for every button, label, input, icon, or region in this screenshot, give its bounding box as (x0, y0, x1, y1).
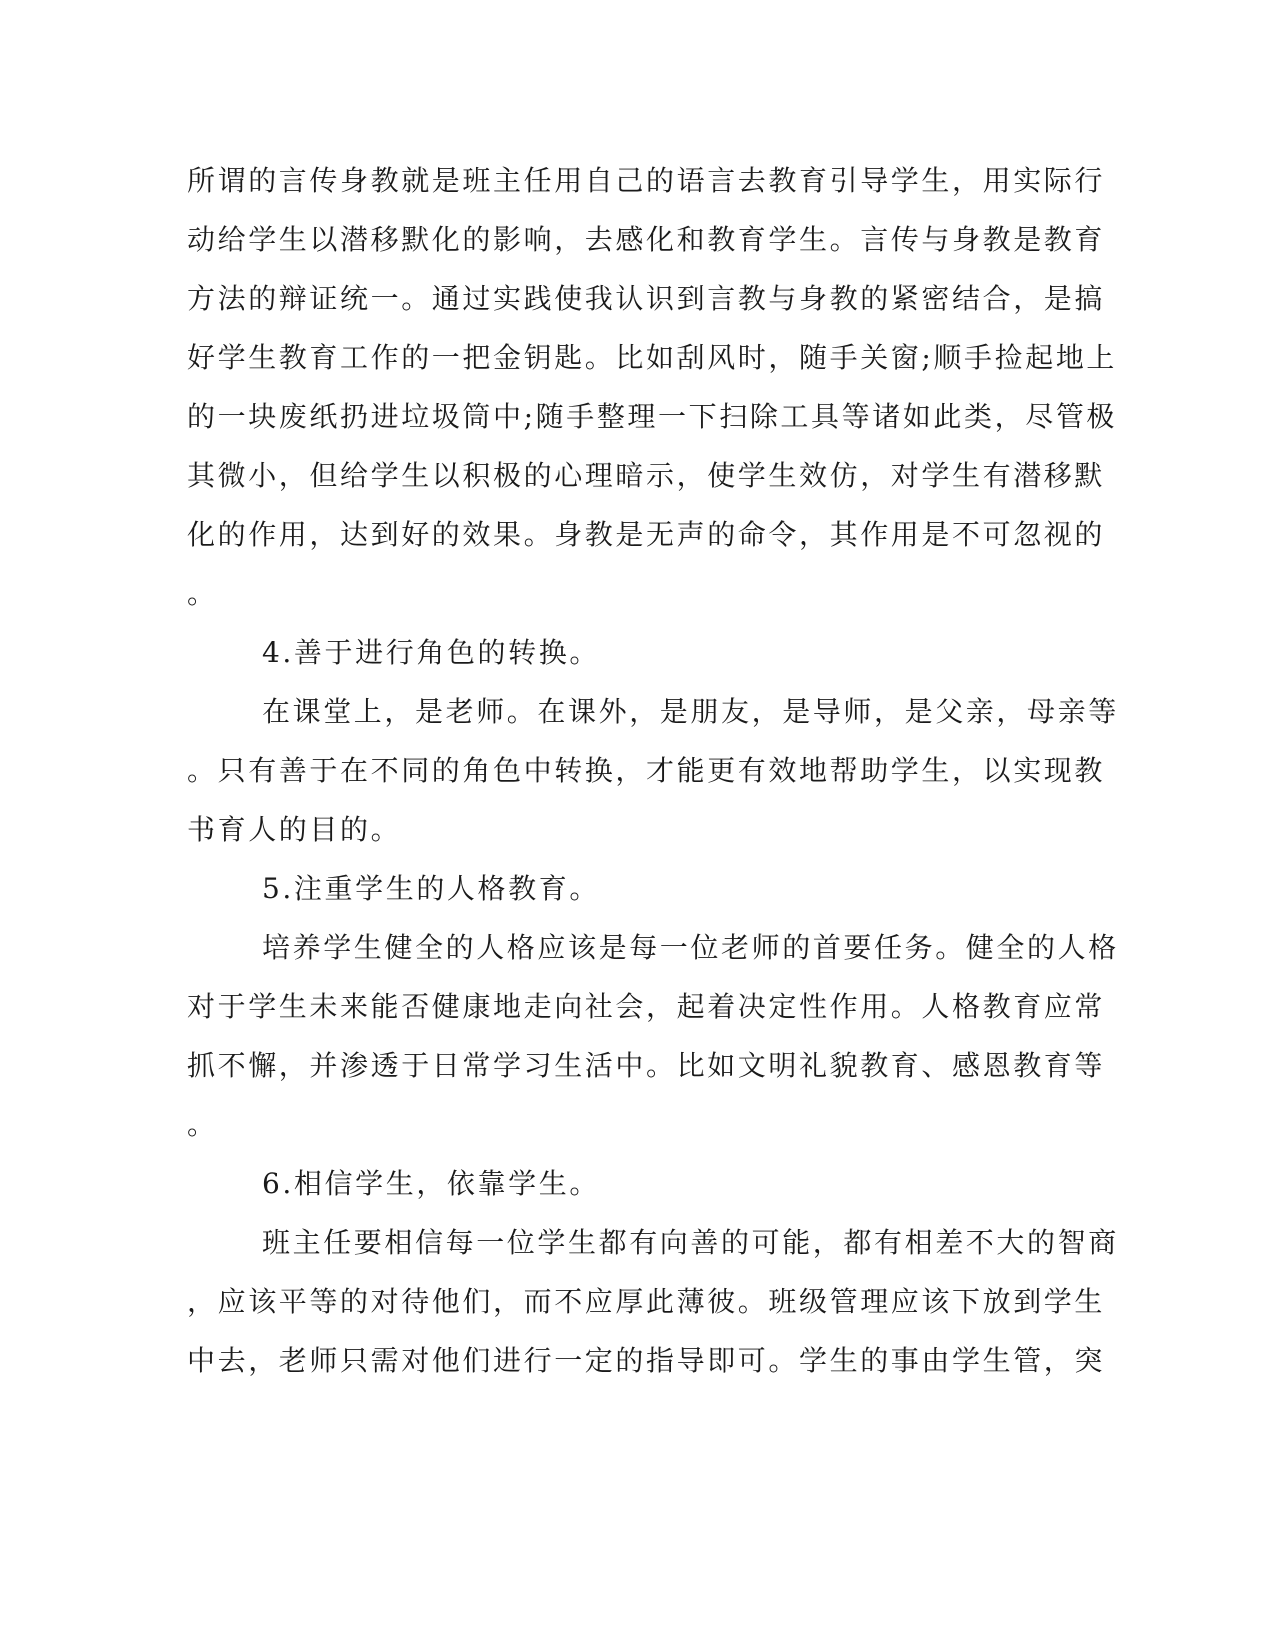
text-line: 在课堂上，是老师。在课外，是朋友，是导师，是父亲，母亲等 (262, 695, 1119, 728)
text-line: 的一块废纸扔进垃圾筒中;随手整理一下扫除工具等诸如此类，尽管极 (187, 400, 1118, 433)
section-heading: 6.相信学生，依靠学生。 (262, 1167, 600, 1200)
text-line: 中去，老师只需对他们进行一定的指导即可。学生的事由学生管，突 (187, 1344, 1106, 1377)
text-line: 班主任要相信每一位学生都有向善的可能，都有相差不大的智商 (262, 1226, 1119, 1259)
section-heading: 5.注重学生的人格教育。 (262, 872, 600, 905)
text-line: 化的作用，达到好的效果。身教是无声的命令，其作用是不可忽视的 (187, 518, 1106, 551)
text-line: 动给学生以潜移默化的影响，去感化和教育学生。言传与身教是教育 (187, 223, 1106, 256)
text-line: 其微小，但给学生以积极的心理暗示，使学生效仿，对学生有潜移默 (187, 459, 1106, 492)
text-line: 所谓的言传身教就是班主任用自己的语言去教育引导学生，用实际行 (187, 164, 1106, 197)
section-heading: 4.善于进行角色的转换。 (262, 636, 600, 669)
text-line: 。只有善于在不同的角色中转换，才能更有效地帮助学生，以实现教 (187, 754, 1106, 787)
text-line: ，应该平等的对待他们，而不应厚此薄彼。班级管理应该下放到学生 (187, 1285, 1106, 1318)
text-line: 好学生教育工作的一把金钥匙。比如刮风时，随手关窗;顺手捡起地上 (187, 341, 1118, 374)
text-line: 书育人的目的。 (187, 813, 402, 846)
text-line: 方法的辩证统一。通过实践使我认识到言教与身教的紧密结合，是搞 (187, 282, 1106, 315)
text-line: 培养学生健全的人格应该是每一位老师的首要任务。健全的人格 (262, 931, 1119, 964)
text-line: 抓不懈，并渗透于日常学习生活中。比如文明礼貌教育、感恩教育等 (187, 1049, 1106, 1082)
text-line: 。 (187, 1108, 218, 1141)
text-line: 对于学生未来能否健康地走向社会，起着决定性作用。人格教育应常 (187, 990, 1106, 1023)
text-line: 。 (187, 577, 218, 610)
